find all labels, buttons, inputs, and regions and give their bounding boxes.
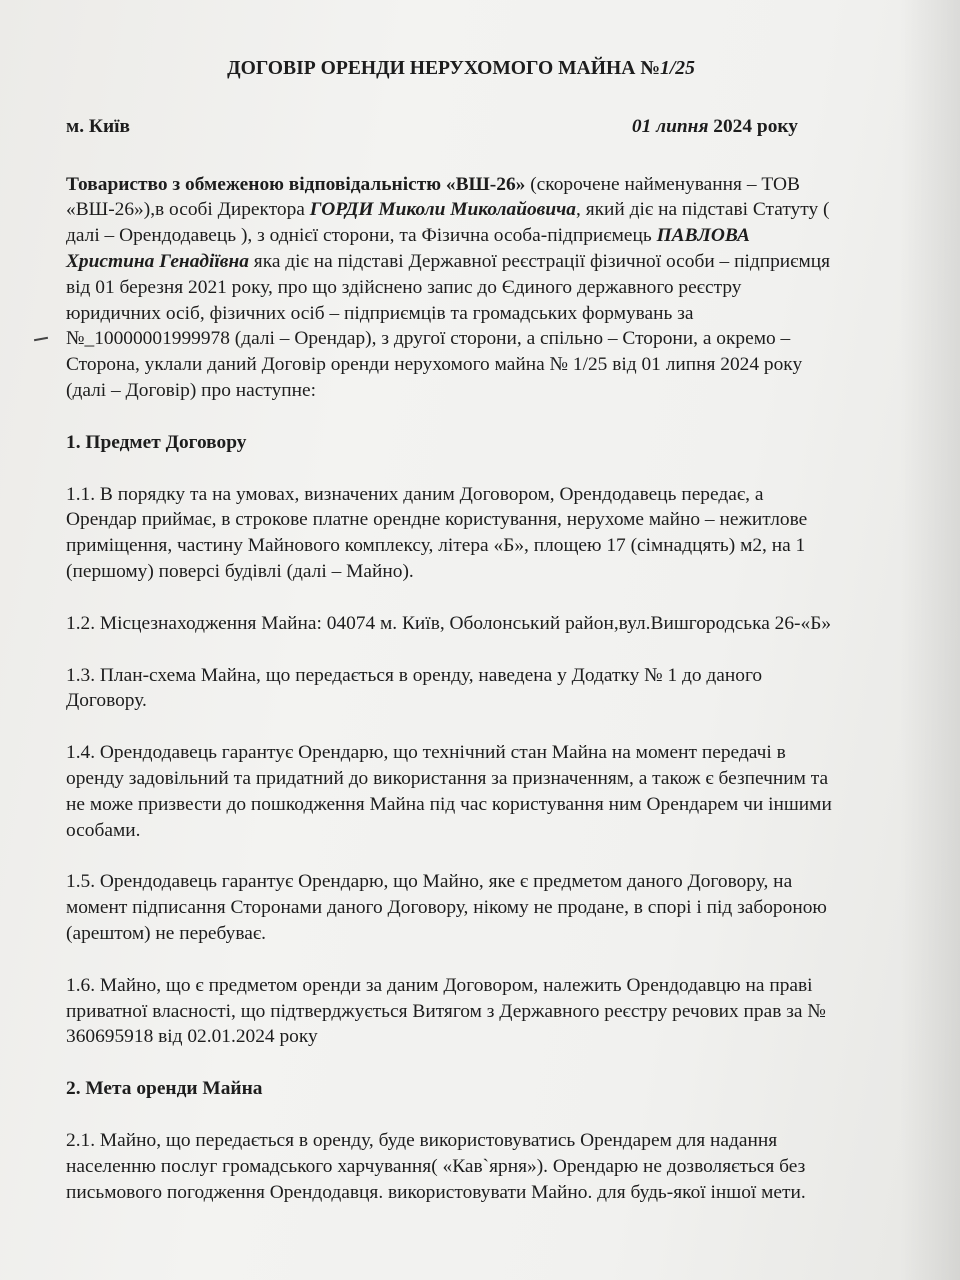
contract-body [66, 56, 836, 1231]
clause-1-4: 1.4. Орендодавець гарантує Орендарю, що технічний стан Майна на момент передачі в оренду задовільний та придатний до використання за призначенням, а також є безпечним та не може призвести до пошкодження Майна під час користування ним Орендарем чи іншими особами. [66, 742, 832, 841]
intro-paragraph [66, 172, 836, 404]
clause-1-2: 1.2. Місцезнаходження Майна: 04074 м. Київ, Оболонський район,вул.Вишгородська 26-«Б» [66, 612, 832, 634]
contract-date [632, 114, 798, 140]
clause-1-1: 1.1. В порядку та на умовах, визначених даним Договором, Орендодавець передає, а Орендар приймає, в строкове платне орендне користування, нерухоме майно – нежитлове приміщення, частину Майнового комплексу, літера «Б», площею 17 (сімнадцять) м2, на 1 (першому) поверсі будівлі (далі – Майно). [66, 483, 808, 582]
place-date-line [66, 114, 798, 140]
clause-1-5: 1.5. Орендодавець гарантує Орендарю, що Майно, яке є предметом даного Договору, на момент підписання Сторонами даного Договору, нікому не продане, в спорі і під забороною (арештом) не перебуває. [66, 871, 827, 944]
clause-2-1: 2.1. Майно, що передається в оренду, буде використовуватись Орендарем для надання населенню послуг громадського харчування( «Кав`ярня»). Орендарю не дозволяється без письмового погодження Орендодавця. використовувати Майно. для будь-якої іншої мети. [66, 1129, 806, 1203]
pen-mark [34, 337, 48, 341]
section-2-heading: 2. Мета оренди Майна [66, 1078, 263, 1100]
section-1-heading: 1. Предмет Договору [66, 431, 247, 453]
page-shadow [900, 0, 960, 1280]
date-year: 2024 року [708, 115, 798, 137]
intro-text-3: яка діє на підставі Державної реєстрації фізичної особи – підприємця від 01 березня 2021 року, про що здійснено запис до Єдиного державного реєстру юридичних осіб, фізичних осіб – підприємців та громадських формувань за №_10000001999978 (далі – Орендар), з другої сторони, а спільно – Сторони, а окремо – Сторона, уклали даний Договір оренди нерухомого майна № 1/25 від 01 липня 2024 року (далі – Договір) про наступне: [66, 250, 831, 401]
director-name: ГОРДИ Миколи Миколайовича [309, 199, 577, 221]
date-day-month: 01 липня [631, 115, 709, 137]
lessor-name: Товариство з обмеженою відповідальністю «ВШ-26» [66, 173, 531, 195]
document-title [66, 56, 836, 82]
intro-text-2: , який діє на підставі Статуту ( далі – Орендодавець ), з однієї сторони, та Фізична особа-підприємець [66, 199, 830, 247]
clause-1-6: 1.6. Майно, що є предметом оренди за даним Договором, належить Орендодавцю на праві приватної власності, що підтверджується Витягом з Державного реєстру речових прав за № 360695918 від 02.01.2024 року [66, 974, 826, 1048]
intro-text-1: (скорочене найменування – ТОВ «ВШ-26»),в особі Директора [66, 173, 800, 221]
clause-1-3: 1.3. План-схема Майна, що передається в оренду, наведена у Додатку № 1 до даного Договору. [66, 664, 763, 712]
title-number: 1/25 [660, 58, 695, 79]
lessee-name: ПАВЛОВА Христина Генадіївна [66, 225, 750, 272]
city: м. Київ [66, 115, 130, 137]
title-text: ДОГОВІР ОРЕНДИ НЕРУХОМОГО МАЙНА № [227, 58, 661, 79]
